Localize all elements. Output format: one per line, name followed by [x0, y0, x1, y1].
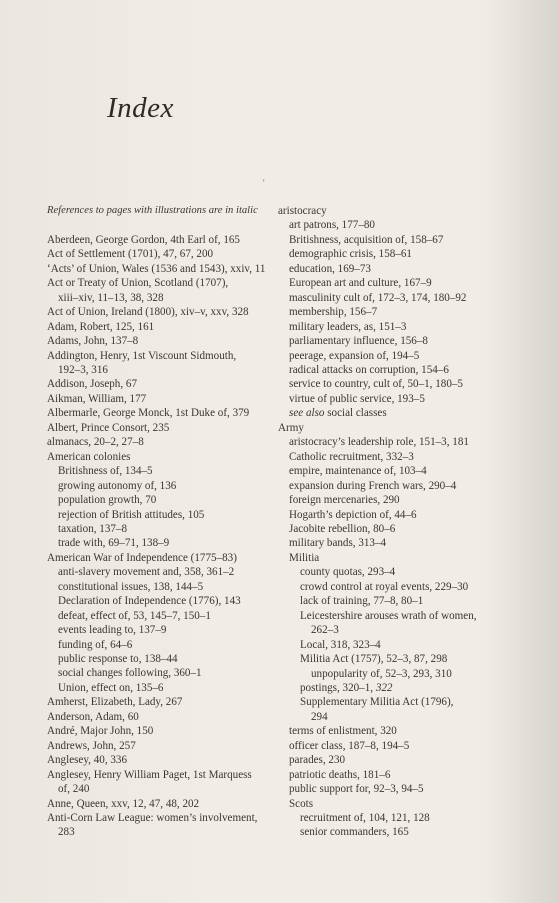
index-entry: Declaration of Independence (1776), 143	[58, 595, 241, 608]
index-entry: rejection of British attitudes, 105	[58, 508, 205, 521]
index-entry: parliamentary influence, 156–8	[289, 335, 428, 348]
index-entry: Union, effect on, 135–6	[58, 681, 164, 694]
index-entry: Act of Union, Ireland (1800), xiv–v, xxv, 328	[47, 306, 249, 319]
index-entry: service to country, cult of, 50–1, 180–5	[289, 378, 463, 391]
index-entry: Local, 318, 323–4	[300, 638, 381, 651]
index-entry: peerage, expansion of, 194–5	[289, 349, 420, 362]
index-entry: Hogarth’s depiction of, 44–6	[289, 508, 417, 521]
index-entry: American colonies	[47, 450, 131, 463]
index-entry: county quotas, 293–4	[300, 566, 396, 579]
index-entry: Aberdeen, George Gordon, 4th Earl of, 165	[47, 233, 240, 246]
index-entry: patriotic deaths, 181–6	[289, 768, 391, 781]
index-column-left	[47, 204, 279, 840]
index-entry: Aikman, William, 177	[47, 392, 147, 405]
index-entry: Andrews, John, 257	[47, 739, 136, 752]
index-entry: empire, maintenance of, 103–4	[289, 465, 427, 478]
index-entry: Anti-Corn Law League: women’s involvement,	[47, 812, 258, 825]
index-entry: unpopularity of, 52–3, 293, 310	[311, 667, 452, 680]
index-entry: Britishness of, 134–5	[58, 465, 153, 478]
index-entry: foreign mercenaries, 290	[289, 494, 400, 507]
index-entry: 294	[311, 710, 328, 723]
index-title: Index	[107, 92, 174, 124]
index-entry: taxation, 137–8	[58, 522, 128, 535]
index-entry: military leaders, as, 151–3	[289, 320, 407, 333]
index-entry: American War of Independence (1775–83)	[47, 551, 237, 564]
right-entry-list	[278, 204, 510, 840]
index-entry: Supplementary Militia Act (1796),	[300, 696, 454, 709]
index-column-right	[278, 204, 510, 840]
index-entry: almanacs, 20–2, 27–8	[47, 436, 144, 449]
index-entry: trade with, 69–71, 138–9	[58, 537, 170, 550]
index-entry: Army	[278, 421, 304, 434]
index-entry: population growth, 70	[58, 494, 157, 507]
index-entry: Scots	[289, 797, 314, 810]
index-entry: Britishness, acquisition of, 158–67	[289, 233, 444, 246]
index-entry: anti-slavery movement and, 358, 361–2	[58, 566, 235, 579]
index-entry: demographic crisis, 158–61	[289, 248, 412, 261]
index-entry: military bands, 313–4	[289, 537, 387, 550]
index-entry: education, 169–73	[289, 262, 371, 275]
index-entry: Militia	[289, 551, 320, 564]
index-entry: funding of, 64–6	[58, 638, 133, 651]
index-entry: masculinity cult of, 172–3, 174, 180–92	[289, 291, 467, 304]
index-entry: Leicestershire arouses wrath of women,	[300, 609, 477, 622]
index-entry: events leading to, 137–9	[58, 624, 167, 637]
printer-mark: '	[263, 178, 265, 188]
index-entry: xiii–xiv, 11–13, 38, 328	[58, 291, 164, 304]
index-entry: lack of training, 77–8, 80–1	[300, 595, 424, 608]
index-entry: 192–3, 316	[58, 363, 108, 376]
index-entry: ‘Acts’ of Union, Wales (1536 and 1543), xxiv, 11	[47, 262, 266, 275]
index-entry: senior commanders, 165	[300, 826, 409, 839]
index-entry: Albert, Prince Consort, 235	[47, 421, 170, 434]
index-entry: of, 240	[58, 783, 90, 796]
index-entry: crowd control at royal events, 229–30	[300, 580, 469, 593]
index-entry: membership, 156–7	[289, 306, 378, 319]
index-entry: art patrons, 177–80	[289, 219, 375, 232]
index-entry: Jacobite rebellion, 80–6	[289, 522, 396, 535]
index-entry: expansion during French wars, 290–4	[289, 479, 457, 492]
index-entry: Anderson, Adam, 60	[47, 710, 139, 723]
index-entry: social changes following, 360–1	[58, 667, 202, 680]
index-entry: see also social classes	[289, 407, 387, 420]
index-entry: terms of enlistment, 320	[289, 725, 397, 738]
left-entry-list	[47, 233, 279, 840]
index-entry: Addison, Joseph, 67	[47, 378, 137, 391]
index-entry: aristocracy’s leadership role, 151–3, 181	[289, 436, 469, 449]
illustrations-note: References to pages with illustrations are in italic	[47, 205, 258, 216]
index-entry: Militia Act (1757), 52–3, 87, 298	[300, 653, 448, 666]
index-entry: Anglesey, Henry William Paget, 1st Marquess	[47, 768, 252, 781]
index-entry: virtue of public service, 193–5	[289, 392, 425, 405]
index-entry: defeat, effect of, 53, 145–7, 150–1	[58, 609, 211, 622]
index-entry: growing autonomy of, 136	[58, 479, 177, 492]
index-entry: public support for, 92–3, 94–5	[289, 783, 424, 796]
index-entry: public response to, 138–44	[58, 653, 178, 666]
index-entry: Amherst, Elizabeth, Lady, 267	[47, 696, 183, 709]
index-entry: European art and culture, 167–9	[289, 277, 432, 290]
index-entry: Addington, Henry, 1st Viscount Sidmouth,	[47, 349, 237, 362]
index-entry: Anglesey, 40, 336	[47, 754, 128, 767]
index-entry: Act of Settlement (1701), 47, 67, 200	[47, 248, 214, 261]
index-entry: radical attacks on corruption, 154–6	[289, 363, 449, 376]
index-entry: recruitment of, 104, 121, 128	[300, 812, 430, 825]
index-entry: officer class, 187–8, 194–5	[289, 739, 410, 752]
index-entry: Anne, Queen, xxv, 12, 47, 48, 202	[47, 797, 200, 810]
index-entry: Albermarle, George Monck, 1st Duke of, 379	[47, 407, 250, 420]
index-entry: Adam, Robert, 125, 161	[47, 320, 155, 333]
index-entry: Act or Treaty of Union, Scotland (1707),	[47, 277, 229, 290]
index-entry: 283	[58, 826, 75, 839]
index-entry: Adams, John, 137–8	[47, 335, 139, 348]
index-entry: parades, 230	[289, 754, 346, 767]
index-entry: Catholic recruitment, 332–3	[289, 450, 414, 463]
index-entry: 262–3	[311, 624, 339, 637]
index-entry: aristocracy	[278, 205, 327, 217]
index-entry: postings, 320–1, 322	[300, 681, 393, 694]
index-entry: constitutional issues, 138, 144–5	[58, 580, 204, 593]
index-entry: André, Major John, 150	[47, 725, 154, 738]
